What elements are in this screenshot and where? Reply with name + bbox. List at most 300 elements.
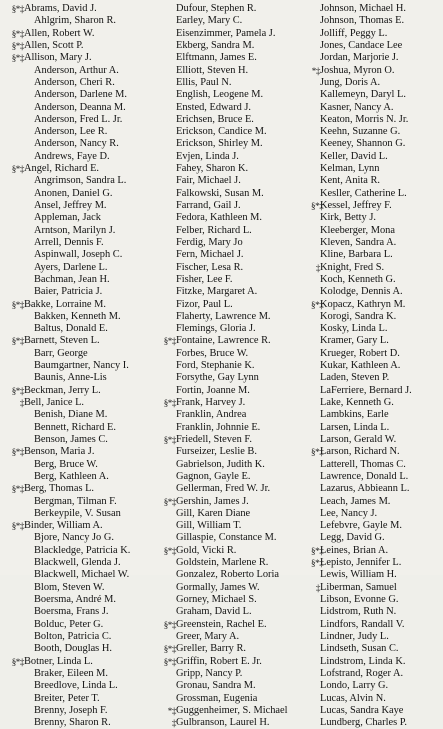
directory-entry <box>7 200 147 212</box>
honor-marks: §*‡ <box>311 545 324 556</box>
directory-entry <box>7 656 147 668</box>
directory-entry <box>7 545 147 557</box>
directory-entry <box>160 77 300 89</box>
directory-entry <box>160 360 300 372</box>
directory-entry <box>160 680 300 692</box>
honor-marks: ‡ <box>19 398 24 408</box>
directory-entry <box>311 138 443 150</box>
member-name: Kolodge, Dennis A. <box>320 286 403 298</box>
directory-entry <box>311 360 443 372</box>
directory-entry <box>160 262 300 274</box>
member-name: Boersma, Frans J. <box>34 606 109 618</box>
directory-entry <box>160 569 300 581</box>
member-name: Forbes, Bruce W. <box>176 347 249 359</box>
member-name: Anderson, Cheri R. <box>34 76 115 88</box>
member-name: Allen, Scott P. <box>24 39 84 51</box>
name-column-3 <box>311 3 443 729</box>
member-name: Blom, Steven W. <box>34 581 105 593</box>
honor-marks: *‡ <box>311 65 320 76</box>
member-name: Lucas, Sandra Kaye <box>320 704 404 716</box>
member-name: Goldstein, Marlene R. <box>176 557 269 569</box>
directory-entry <box>160 717 300 729</box>
member-name: Keeney, Shannon G. <box>320 138 406 150</box>
directory-entry <box>7 28 147 40</box>
directory-entry <box>7 532 147 544</box>
directory-entry <box>160 409 300 421</box>
member-name: Erickson, Candice M. <box>176 126 267 138</box>
member-name: Evjen, Linda J. <box>176 150 239 162</box>
directory-entry <box>7 323 147 335</box>
member-name: Brenny, Joseph F. <box>34 704 108 716</box>
directory-entry <box>160 643 300 655</box>
member-name: Jolliff, Peggy L. <box>320 27 388 39</box>
directory-entry <box>311 619 443 631</box>
honor-marks: §*‡ <box>11 164 24 175</box>
member-name: Lindstrom, Linda K. <box>320 655 406 667</box>
directory-entry <box>311 65 443 77</box>
member-name: Gabrielson, Judith K. <box>176 458 265 470</box>
directory-entry <box>7 422 147 434</box>
member-name: Gonzalez, Roberto Loria <box>176 569 279 581</box>
member-name: Brenny, Sharon R. <box>34 717 111 729</box>
directory-entry <box>160 520 300 532</box>
directory-entry <box>311 163 443 175</box>
directory-entry <box>7 496 147 508</box>
directory-entry <box>160 705 300 717</box>
directory-entry <box>160 286 300 298</box>
directory-entry <box>160 668 300 680</box>
directory-entry <box>7 483 147 495</box>
directory-entry <box>311 434 443 446</box>
name-column-2 <box>160 3 300 729</box>
member-name: Berg, Kathleen A. <box>34 470 109 482</box>
directory-entry <box>7 717 147 729</box>
directory-entry <box>7 163 147 175</box>
directory-entry <box>7 557 147 569</box>
directory-entry <box>311 188 443 200</box>
member-name: Lazarus, Abbieann L. <box>320 483 410 495</box>
directory-entry <box>311 631 443 643</box>
directory-entry <box>160 65 300 77</box>
honor-marks: §*‡ <box>163 545 176 556</box>
honor-marks: §*‡ <box>11 28 24 39</box>
honor-marks: §*‡ <box>163 398 176 408</box>
directory-entry <box>160 483 300 495</box>
directory-entry <box>7 65 147 77</box>
directory-entry <box>311 89 443 101</box>
directory-entry <box>160 114 300 126</box>
directory-entry <box>160 619 300 631</box>
directory-entry <box>160 299 300 311</box>
directory-entry <box>311 717 443 729</box>
directory-entry <box>311 212 443 224</box>
honor-marks: §*‡ <box>163 496 176 507</box>
directory-entry <box>311 52 443 64</box>
directory-entry <box>160 28 300 40</box>
directory-entry <box>160 249 300 261</box>
member-name: Knight, Fred S. <box>320 261 385 273</box>
member-name: Lidstrom, Ruth N. <box>320 606 397 618</box>
member-name: Gillaspie, Constance M. <box>176 532 277 544</box>
directory-entry <box>7 89 147 101</box>
directory-entry <box>160 557 300 569</box>
directory-entry <box>160 335 300 347</box>
directory-entry <box>311 262 443 274</box>
directory-entry <box>160 126 300 138</box>
member-name: Bergman, Tilman F. <box>34 495 117 507</box>
honor-marks: §*‡ <box>163 656 176 667</box>
directory-entry <box>160 372 300 384</box>
directory-entry <box>160 163 300 175</box>
member-name: Leines, Brian A. <box>320 544 389 556</box>
honor-marks: §*‡ <box>11 299 24 310</box>
directory-entry <box>160 237 300 249</box>
directory-entry <box>311 175 443 187</box>
member-name: Legg, David G. <box>320 532 385 544</box>
directory-entry <box>311 545 443 557</box>
directory-entry <box>160 532 300 544</box>
member-name: Gulbranson, Laurel H. <box>176 717 270 729</box>
directory-entry <box>7 40 147 52</box>
member-name: Lucas, Alvin N. <box>320 692 386 704</box>
member-name: Lewis, William H. <box>320 569 397 581</box>
directory-entry <box>160 594 300 606</box>
directory-entry <box>311 656 443 668</box>
directory-entry <box>311 237 443 249</box>
member-name: Benson, James C. <box>34 433 108 445</box>
directory-entry <box>160 582 300 594</box>
directory-entry <box>160 459 300 471</box>
directory-entry <box>7 434 147 446</box>
directory-entry <box>7 668 147 680</box>
member-name: Andrews, Faye D. <box>34 150 110 162</box>
member-name: Fair, Michael J. <box>176 175 241 187</box>
directory-entry <box>7 569 147 581</box>
member-name: Breedlove, Linda L. <box>34 680 118 692</box>
member-name: Lindfors, Randall V. <box>320 618 405 630</box>
member-name: Anderson, Darlene M. <box>34 89 127 101</box>
directory-entry <box>311 323 443 335</box>
honor-marks: §*‡ <box>11 385 24 396</box>
member-name: Allen, Robert W. <box>24 27 95 39</box>
member-name: Grossman, Eugenia <box>176 692 258 704</box>
member-name: Gripp, Nancy P. <box>176 667 243 679</box>
member-name: Kesller, Catherine L. <box>320 187 407 199</box>
directory-entry <box>160 496 300 508</box>
directory-entry <box>160 212 300 224</box>
member-name: Berg, Bruce W. <box>34 458 98 470</box>
member-name: Lepisto, Jennifer L. <box>320 557 402 569</box>
member-name: Kent, Anita R. <box>320 175 381 187</box>
honor-marks: §*‡ <box>11 656 24 667</box>
honor-marks: §*‡ <box>11 484 24 495</box>
member-name: Bakke, Lorraine M. <box>24 298 106 310</box>
directory-entry <box>311 200 443 212</box>
honor-marks: §*‡ <box>11 336 24 347</box>
directory-entry <box>311 532 443 544</box>
member-name: Appleman, Jack <box>34 212 101 224</box>
directory-entry <box>7 705 147 717</box>
directory-entry <box>311 520 443 532</box>
member-name: Breiter, Peter T. <box>34 692 100 704</box>
member-name: Ellis, Paul N. <box>176 76 232 88</box>
member-name: Johnson, Thomas E. <box>320 15 405 27</box>
member-name: Bjore, Nancy Jo G. <box>34 532 114 544</box>
directory-entry <box>7 446 147 458</box>
directory-entry <box>160 323 300 335</box>
member-name: Booth, Douglas H. <box>34 643 112 655</box>
member-name: Larsen, Linda L. <box>320 421 390 433</box>
member-name: Earley, Mary C. <box>176 15 243 27</box>
member-name: Bell, Janice L. <box>24 397 85 408</box>
directory-entry <box>160 606 300 618</box>
member-name: Benish, Diane M. <box>34 409 108 421</box>
member-name: Ferdig, Mary Jo <box>176 236 243 248</box>
member-name: Lake, Kenneth G. <box>320 397 394 408</box>
directory-entry <box>160 274 300 286</box>
directory-entry <box>7 212 147 224</box>
member-name: Bolduc, Peter G. <box>34 618 104 630</box>
member-name: Benson, Maria J. <box>24 446 95 458</box>
directory-entry <box>7 274 147 286</box>
honor-marks: §*‡ <box>11 40 24 51</box>
directory-entry <box>311 249 443 261</box>
directory-entry <box>160 52 300 64</box>
member-name: Angel, Richard E. <box>24 163 100 175</box>
honor-marks: §*‡ <box>311 299 324 310</box>
directory-entry <box>7 151 147 163</box>
directory-entry <box>160 508 300 520</box>
directory-entry <box>311 606 443 618</box>
member-name: Boersma, André M. <box>34 594 116 605</box>
member-name: Gold, Vicki R. <box>176 544 237 556</box>
honor-marks: §*‡ <box>311 201 324 211</box>
directory-entry <box>7 335 147 347</box>
member-name: Bolton, Patricia C. <box>34 630 112 642</box>
directory-entry <box>7 286 147 298</box>
directory-entry <box>7 348 147 360</box>
member-name: Kirk, Betty J. <box>320 212 376 224</box>
directory-entry <box>7 126 147 138</box>
member-name: Bennett, Richard E. <box>34 421 116 433</box>
member-name: Frank, Harvey J. <box>176 397 246 408</box>
directory-entry <box>7 225 147 237</box>
member-name: Laden, Steven P. <box>320 372 390 384</box>
member-name: Blackledge, Patricia K. <box>34 544 131 556</box>
member-name: Jordan, Marjorie J. <box>320 52 399 64</box>
member-name: Kallemeyn, Daryl L. <box>320 89 406 101</box>
directory-entry <box>311 348 443 360</box>
member-name: Baltus, Donald E. <box>34 323 108 335</box>
member-name: Kasner, Nancy A. <box>320 101 394 113</box>
directory-entry <box>7 619 147 631</box>
directory-entry <box>311 680 443 692</box>
directory-entry <box>160 102 300 114</box>
member-name: Fontaine, Lawrence R. <box>176 335 271 347</box>
member-name: Dufour, Stephen R. <box>176 3 257 14</box>
member-name: Gagnon, Gayle E. <box>176 470 251 482</box>
member-name: Arrell, Dennis F. <box>34 236 104 248</box>
directory-entry <box>311 705 443 717</box>
directory-entry <box>7 77 147 89</box>
member-name: Felber, Richard L. <box>176 224 252 236</box>
member-name: Griffin, Robert E. Jr. <box>176 655 262 667</box>
member-name: Furseizer, Leslie B. <box>176 446 257 458</box>
member-name: Falkowski, Susan M. <box>176 187 264 199</box>
member-name: Arntson, Marilyn J. <box>34 224 116 236</box>
directory-entry <box>160 422 300 434</box>
directory-entry <box>7 15 147 27</box>
honor-marks: §*‡ <box>11 521 24 532</box>
directory-entry <box>160 446 300 458</box>
member-name: Blackwell, Glenda J. <box>34 557 121 569</box>
member-name: Kosky, Linda L. <box>320 323 388 335</box>
member-name: Kline, Barbara L. <box>320 249 393 261</box>
member-name: Baier, Patricia J. <box>34 286 103 298</box>
member-name: Elliott, Steven H. <box>176 64 249 76</box>
directory-entry <box>7 102 147 114</box>
honor-marks: §*‡ <box>163 434 176 445</box>
member-name: Lofstrand, Roger A. <box>320 667 404 679</box>
member-name: Keaton, Morris N. Jr. <box>320 113 409 125</box>
member-name: Larson, Richard N. <box>320 446 400 458</box>
directory-entry <box>311 594 443 606</box>
directory-entry <box>7 582 147 594</box>
member-name: Elftmann, James E. <box>176 52 257 64</box>
directory-entry <box>311 77 443 89</box>
member-name: Ansel, Jeffrey M. <box>34 200 107 211</box>
member-name: Gershin, James J. <box>176 495 249 507</box>
member-name: Friedell, Steven F. <box>176 433 252 445</box>
directory-entry <box>160 225 300 237</box>
honor-marks: *‡ <box>167 705 176 716</box>
honor-marks: ‡ <box>171 718 176 729</box>
directory-entry <box>160 151 300 163</box>
directory-entry <box>311 15 443 27</box>
member-name: Franklin, Andrea <box>176 409 247 421</box>
member-name: Ahlgrim, Sharon R. <box>34 15 116 27</box>
member-name: Lefebvre, Gayle M. <box>320 520 402 532</box>
name-column-1 <box>7 3 147 729</box>
member-name: Baunis, Anne-Lis <box>34 372 107 384</box>
member-name: Jones, Candace Lee <box>320 39 403 51</box>
member-name: Ayers, Darlene L. <box>34 261 108 273</box>
directory-entry <box>311 397 443 409</box>
honor-marks: §*‡ <box>311 447 324 458</box>
directory-entry <box>7 520 147 532</box>
directory-entry <box>7 631 147 643</box>
directory-entry <box>7 372 147 384</box>
member-name: Koch, Kenneth G. <box>320 273 396 285</box>
member-name: Bachman, Jean H. <box>34 273 110 285</box>
member-name: Kelman, Lynn <box>320 163 380 175</box>
directory-entry <box>311 496 443 508</box>
directory-entry <box>311 582 443 594</box>
member-name: Angrimson, Sandra L. <box>34 175 127 187</box>
directory-entry <box>311 335 443 347</box>
directory-entry <box>7 693 147 705</box>
honor-marks: §*‡ <box>11 447 24 458</box>
directory-entry <box>7 114 147 126</box>
directory-entry <box>160 385 300 397</box>
member-name: Gill, William T. <box>176 520 242 532</box>
honor-marks: §*‡ <box>163 619 176 630</box>
honor-marks: §*‡ <box>11 4 24 14</box>
member-name: Allison, Mary J. <box>24 52 92 64</box>
member-name: Kramer, Gary L. <box>320 335 389 347</box>
honor-marks: §*‡ <box>163 336 176 347</box>
member-name: Kukar, Kathleen A. <box>320 360 401 372</box>
directory-entry <box>7 680 147 692</box>
directory-entry <box>7 52 147 64</box>
member-name: Latterell, Thomas C. <box>320 458 406 470</box>
honor-marks: ‡ <box>315 262 320 273</box>
member-name: Jung, Doris A. <box>320 76 381 88</box>
directory-entry <box>7 643 147 655</box>
directory-entry <box>7 299 147 311</box>
member-name: Ford, Stephanie K. <box>176 360 255 372</box>
member-name: Londo, Larry G. <box>320 680 389 692</box>
member-name: Keehn, Suzanne G. <box>320 126 401 138</box>
member-name: Lundberg, Charles P. <box>320 717 407 729</box>
member-name: Flemings, Gloria J. <box>176 323 256 335</box>
directory-entry <box>311 409 443 421</box>
member-name: Kleven, Sandra A. <box>320 236 397 248</box>
directory-entry <box>311 311 443 323</box>
member-name: Fern, Michael J. <box>176 249 244 261</box>
directory-entry <box>7 385 147 397</box>
member-name: Fitzke, Margaret A. <box>176 286 258 298</box>
member-name: Fedora, Kathleen M. <box>176 212 262 224</box>
member-name: Lambkins, Earle <box>320 409 389 421</box>
member-name: Farrand, Gail J. <box>176 200 241 211</box>
honor-marks: ‡ <box>315 582 320 593</box>
directory-entry <box>311 446 443 458</box>
member-name: Anderson, Arthur A. <box>34 64 119 76</box>
member-name: LaFerriere, Bernard J. <box>320 384 412 396</box>
member-name: Graham, David L. <box>176 606 252 618</box>
member-name: Botner, Linda L. <box>24 655 93 667</box>
member-name: Lindseth, Susan C. <box>320 643 399 655</box>
member-name: Gronau, Sandra M. <box>176 680 256 692</box>
member-name: Johnson, Michael H. <box>320 3 407 14</box>
directory-entry <box>311 114 443 126</box>
directory-entry <box>160 175 300 187</box>
directory-entry <box>311 299 443 311</box>
member-name: Kopacz, Kathryn M. <box>320 298 406 310</box>
directory-entry <box>160 656 300 668</box>
directory-entry <box>160 311 300 323</box>
member-name: Barnett, Steven L. <box>24 335 100 347</box>
member-name: Beckman, Jerry L. <box>24 384 101 396</box>
directory-entry <box>7 360 147 372</box>
member-name: Lee, Nancy J. <box>320 507 378 519</box>
member-name: Abrams, David J. <box>24 3 97 14</box>
directory-entry <box>311 126 443 138</box>
member-name: Fahey, Sharon K. <box>176 163 249 175</box>
member-name: Forsythe, Gay Lynn <box>176 372 259 384</box>
directory-entry <box>160 40 300 52</box>
member-name: Franklin, Johnnie E. <box>176 421 261 433</box>
directory-entry <box>311 274 443 286</box>
directory-entry <box>311 385 443 397</box>
directory-entry <box>7 311 147 323</box>
member-name: Greller, Barry R. <box>176 643 246 655</box>
member-name: Erickson, Shirley M. <box>176 138 263 150</box>
directory-entry <box>311 643 443 655</box>
directory-entry <box>160 200 300 212</box>
member-name: Barr, George <box>34 347 88 359</box>
